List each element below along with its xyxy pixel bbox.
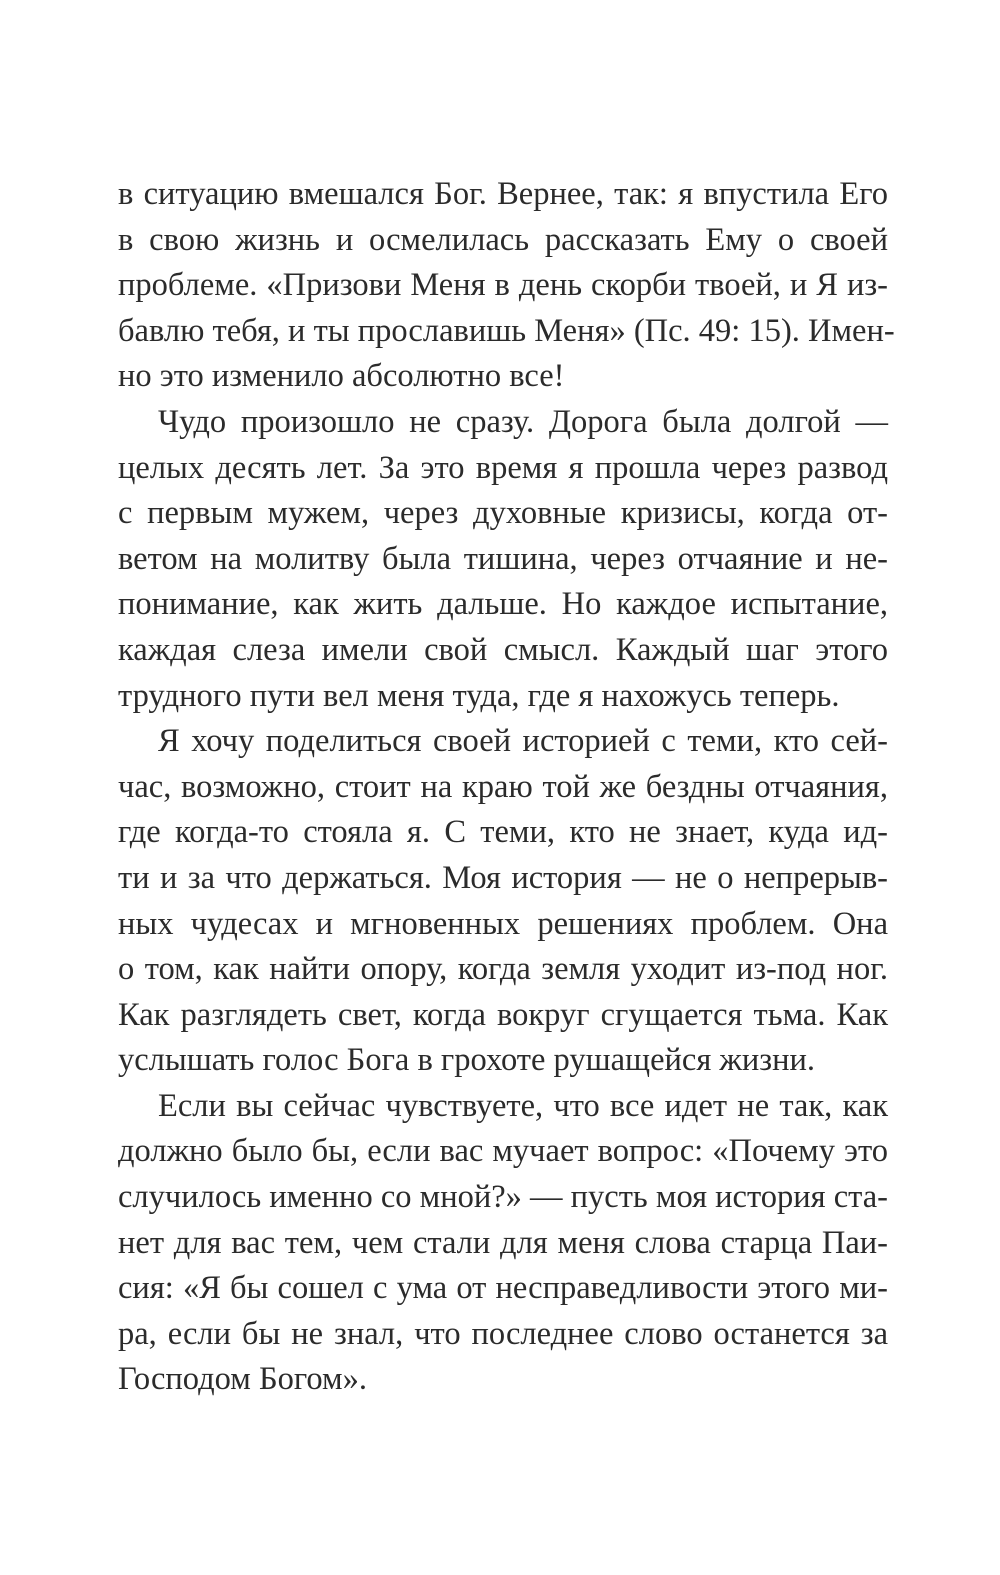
text-line: Как разглядеть свет, когда вокруг сгущается тьма. Как	[118, 996, 888, 1033]
text-line: каждая слеза имели свой смысл. Каждый шаг этого	[118, 631, 888, 668]
text-line: с первым мужем, через духовные кризисы, когда от-	[118, 495, 888, 532]
text-line: должно было бы, если вас мучает вопрос: «Почему это	[118, 1133, 888, 1170]
text-line: ти и за что держаться. Моя история — не о непрерыв-	[118, 859, 888, 896]
text-line: Господом Богом».	[118, 1361, 367, 1398]
text-line: бавлю тебя, и ты прославишь Меня» (Пс. 49: 15). Имен-	[118, 312, 895, 349]
body-text	[118, 172, 895, 1403]
text-line: Чудо произошло не сразу. Дорога была долгой —	[158, 403, 888, 440]
text-line: ных чудесах и мгновенных решениях проблем. Она	[118, 905, 888, 942]
text-line: о том, как найти опору, когда земля уходит из-под ног.	[118, 951, 888, 988]
text-line: ра, если бы не знал, что последнее слово останется за	[118, 1315, 888, 1352]
text-line: трудного пути вел меня туда, где я нахожусь теперь.	[118, 677, 840, 714]
text-line: час, возможно, стоит на краю той же бездны отчаяния,	[118, 768, 888, 805]
text-line: случилось именно со мной?» — пусть моя история ста-	[118, 1179, 888, 1216]
text-line: в ситуацию вмешался Бог. Вернее, так: я впустила Его	[118, 176, 888, 212]
text-line: в свою жизнь и осмелилась рассказать Ему о своей	[118, 221, 888, 258]
text-line: Если вы сейчас чувствуете, что все идет не так, как	[158, 1087, 888, 1124]
text-line: сия: «Я бы сошел с ума от несправедливости этого ми-	[118, 1270, 888, 1307]
text-line: услышать голос Бога в грохоте рушащейся жизни.	[118, 1042, 815, 1079]
text-line: ветом на молитву была тишина, через отчаяние и не-	[118, 540, 888, 577]
text-line: но это изменило абсолютно все!	[118, 358, 565, 395]
text-line: где когда-то стояла я. С теми, кто не знает, куда ид-	[118, 814, 888, 851]
text-line: нет для вас тем, чем стали для меня слова старца Паи-	[118, 1224, 888, 1261]
text-line: проблеме. «Призови Меня в день скорби твоей, и Я из-	[118, 267, 888, 304]
text-line: целых десять лет. За это время я прошла через развод	[118, 449, 888, 486]
text-line: Я хочу поделиться своей историей с теми, кто сей-	[158, 723, 888, 760]
text-line: понимание, как жить дальше. Но каждое испытание,	[118, 586, 888, 623]
